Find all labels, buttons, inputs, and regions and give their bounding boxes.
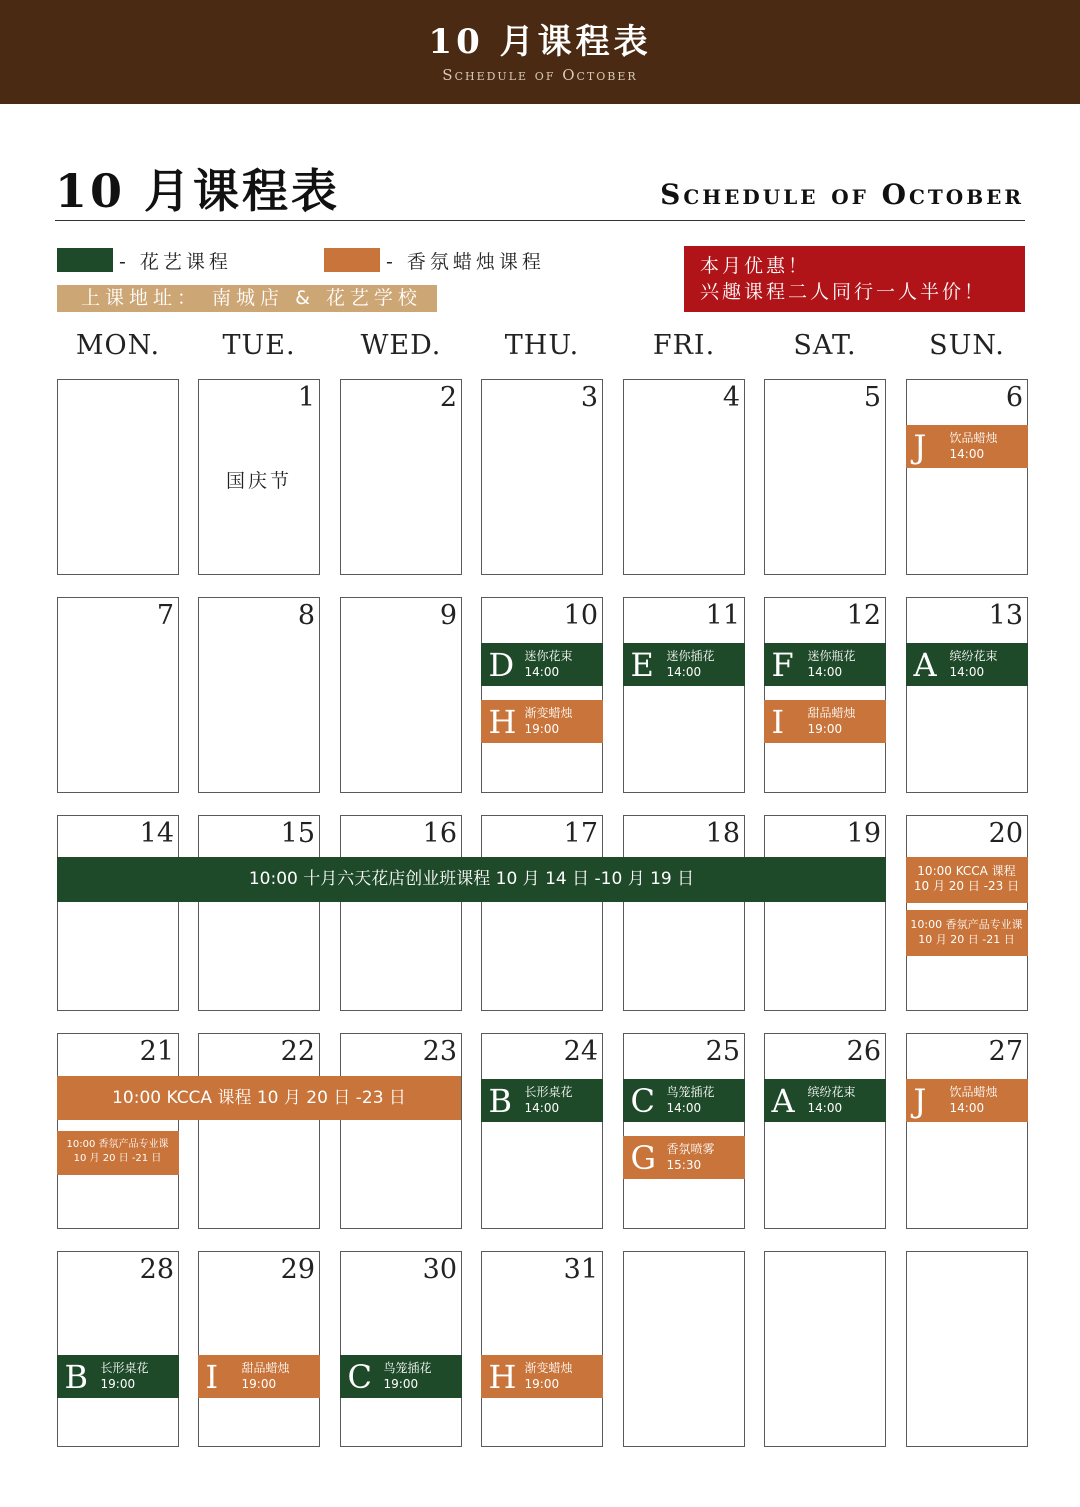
aroma-legend-label: - 香氛蜡烛课程 (386, 251, 545, 273)
weekday-thu: THU. (504, 330, 580, 361)
class-time: 14:00 (666, 1101, 702, 1115)
class-time: 19:00 (383, 1377, 419, 1391)
kcca-course-bar: 10:00 KCCA 课程 10 月 20 日 -23 日 (57, 1076, 461, 1120)
day-cell-6 (906, 379, 1028, 575)
day-cell-10 (481, 597, 603, 793)
day-cell-9 (340, 597, 462, 793)
day-number: 17 (563, 818, 598, 849)
page-title: 10 月课程表 (55, 164, 341, 218)
weekday-mon: MON. (75, 330, 161, 361)
weekday-sun: SUN. (929, 330, 1005, 361)
class-letter: I (205, 1358, 219, 1396)
class-letter: F (771, 646, 794, 684)
day-cell-empty (764, 1251, 886, 1447)
day-cell-8 (198, 597, 320, 793)
banner-subtitle: Schedule of October (442, 66, 638, 84)
class-letter: J (913, 428, 927, 466)
day-cell-empty (57, 379, 179, 575)
class-time: 19:00 (524, 1377, 560, 1391)
day-cell-17 (481, 815, 603, 1011)
class-time: 14:00 (524, 1101, 560, 1115)
day-number: 23 (422, 1036, 457, 1067)
day-cell-23 (340, 1033, 462, 1229)
class-tag (623, 1136, 745, 1179)
class-name: 甜品蜡烛 (241, 1361, 290, 1375)
class-tag (481, 643, 603, 686)
day-number: 3 (580, 382, 598, 413)
class-name: 长形桌花 (524, 1085, 573, 1099)
class-letter: J (913, 1082, 927, 1120)
day-cell-3 (481, 379, 603, 575)
class-time: 14:00 (524, 665, 560, 679)
day-number: 24 (563, 1036, 598, 1067)
class-name: 长形桌花 (100, 1361, 149, 1375)
class-name: 香氛喷雾 (666, 1142, 715, 1156)
day-number: 9 (439, 600, 457, 631)
day-number: 28 (139, 1254, 174, 1285)
day-cell-28 (57, 1251, 179, 1447)
floral-legend-label: - 花艺课程 (119, 251, 232, 273)
day-cell-12 (764, 597, 886, 793)
class-tag (764, 643, 886, 686)
class-letter: G (630, 1139, 657, 1177)
day-cell-30 (340, 1251, 462, 1447)
class-letter: B (64, 1358, 89, 1396)
day-cell-15 (198, 815, 320, 1011)
class-time: 14:00 (949, 447, 985, 461)
weekday-tue: TUE. (222, 330, 296, 361)
class-letter: A (771, 1082, 795, 1120)
class-tag (340, 1355, 462, 1398)
day-cell-7 (57, 597, 179, 793)
day-cell-24 (481, 1033, 603, 1229)
class-name: 迷你插花 (666, 649, 715, 663)
class-letter: C (630, 1082, 655, 1120)
class-tag (906, 425, 1028, 468)
aroma-pro-course-note (57, 1131, 179, 1175)
day-cell-13 (906, 597, 1028, 793)
class-tag (481, 1355, 603, 1398)
aroma-pro-course-note (906, 910, 1028, 956)
class-tag (906, 1079, 1028, 1122)
day-number: 4 (722, 382, 740, 413)
promo-line-2: 兴趣课程二人同行一人半价！ (700, 281, 987, 303)
header-divider (55, 220, 1025, 221)
day-number: 19 (846, 818, 881, 849)
promo-line-1: 本月优惠！ (700, 255, 811, 277)
class-letter: H (488, 1358, 517, 1396)
day-cell-31 (481, 1251, 603, 1447)
day-number: 25 (705, 1036, 740, 1067)
day-cell-26 (764, 1033, 886, 1229)
class-time: 15:30 (666, 1158, 702, 1172)
day-number: 11 (705, 600, 740, 631)
day-cell-empty (906, 1251, 1028, 1447)
day-number: 29 (280, 1254, 315, 1285)
day-cell-2 (340, 379, 462, 575)
class-time: 14:00 (949, 1101, 985, 1115)
startup-course-bar: 10:00 十月六天花店创业班课程 10 月 14 日 -10 月 19 日 (57, 857, 886, 902)
class-tag (764, 1079, 886, 1122)
day-cell-25 (623, 1033, 745, 1229)
class-tag (481, 700, 603, 743)
class-tag (623, 643, 745, 686)
class-name: 鸟笼插花 (666, 1085, 715, 1099)
day-number: 8 (297, 600, 315, 631)
day-number: 27 (988, 1036, 1023, 1067)
page-subtitle: Schedule of October (660, 178, 1024, 211)
day-cell-19 (764, 815, 886, 1011)
aroma-swatch (324, 248, 380, 272)
note-line-1: 10:00 香氛产品专业课 (910, 918, 1023, 931)
day-number: 20 (988, 818, 1023, 849)
day-cell-22 (198, 1033, 320, 1229)
class-name: 甜品蜡烛 (807, 706, 856, 720)
day-cell-20 (906, 815, 1028, 1011)
day-number: 26 (846, 1036, 881, 1067)
class-time: 19:00 (524, 722, 560, 736)
day-cell-5 (764, 379, 886, 575)
class-letter: H (488, 703, 517, 741)
class-time: 19:00 (807, 722, 843, 736)
day-number: 31 (563, 1254, 598, 1285)
day-number: 6 (1005, 382, 1023, 413)
class-time: 19:00 (241, 1377, 277, 1391)
day-number: 14 (139, 818, 174, 849)
day-cell-11 (623, 597, 745, 793)
class-letter: B (488, 1082, 513, 1120)
note-line-1: 10:00 香氛产品专业课 (66, 1139, 169, 1150)
class-tag (481, 1079, 603, 1122)
class-letter: C (347, 1358, 372, 1396)
floral-swatch (57, 248, 113, 272)
day-cell-18 (623, 815, 745, 1011)
class-name: 迷你瓶花 (807, 649, 856, 663)
class-name: 渐变蜡烛 (524, 706, 573, 720)
class-name: 渐变蜡烛 (524, 1361, 573, 1375)
day-number: 30 (422, 1254, 457, 1285)
day-number: 5 (863, 382, 881, 413)
day-number: 16 (422, 818, 457, 849)
day-number: 1 (297, 382, 315, 413)
day-cell-16 (340, 815, 462, 1011)
day-cell-4 (623, 379, 745, 575)
class-time: 19:00 (100, 1377, 136, 1391)
class-name: 饮品蜡烛 (949, 431, 998, 445)
day-cell-empty (623, 1251, 745, 1447)
class-name: 迷你花束 (524, 649, 573, 663)
day-cell-27 (906, 1033, 1028, 1229)
day-cell-14 (57, 815, 179, 1011)
top-banner (0, 0, 1080, 104)
note-line-2: 10 月 20 日 -21 日 (918, 933, 1015, 946)
class-tag (623, 1079, 745, 1122)
address-label: 上课地址： 南城店 & 花艺学校 (57, 285, 437, 312)
weekday-wed: WED. (360, 330, 442, 361)
day-number: 2 (439, 382, 457, 413)
class-tag (57, 1355, 179, 1398)
day-number: 21 (139, 1036, 174, 1067)
day-cell-29 (198, 1251, 320, 1447)
day-number: 18 (705, 818, 740, 849)
day-number: 7 (156, 600, 174, 631)
kcca-course-note (906, 857, 1028, 903)
class-name: 鸟笼插花 (383, 1361, 432, 1375)
note-line-2: 10 月 20 日 -23 日 (913, 879, 1020, 893)
day-number: 15 (280, 818, 315, 849)
class-letter: I (771, 703, 785, 741)
day-number: 13 (988, 600, 1023, 631)
note-line-1: 10:00 KCCA 课程 (917, 864, 1016, 878)
note-line-2: 10 月 20 日 -21 日 (73, 1153, 162, 1164)
banner-title: 10 月课程表 (428, 22, 652, 62)
class-name: 饮品蜡烛 (949, 1085, 998, 1099)
class-letter: A (913, 646, 937, 684)
weekday-sat: SAT. (793, 330, 857, 361)
class-time: 14:00 (666, 665, 702, 679)
day-number: 12 (846, 600, 881, 631)
class-time: 14:00 (949, 665, 985, 679)
day-number: 10 (563, 600, 598, 631)
class-name: 缤纷花束 (949, 649, 998, 663)
class-tag (906, 643, 1028, 686)
class-time: 14:00 (807, 1101, 843, 1115)
promo-box (684, 246, 1025, 312)
holiday-label: 国庆节 (225, 470, 292, 492)
class-letter: E (630, 646, 654, 684)
day-cell-21 (57, 1033, 179, 1229)
day-cell-1 (198, 379, 320, 575)
class-name: 缤纷花束 (807, 1085, 856, 1099)
class-tag (198, 1355, 320, 1398)
class-tag (764, 700, 886, 743)
weekday-fri: FRI. (652, 330, 716, 361)
class-time: 14:00 (807, 665, 843, 679)
day-number: 22 (280, 1036, 315, 1067)
class-letter: D (488, 646, 515, 684)
